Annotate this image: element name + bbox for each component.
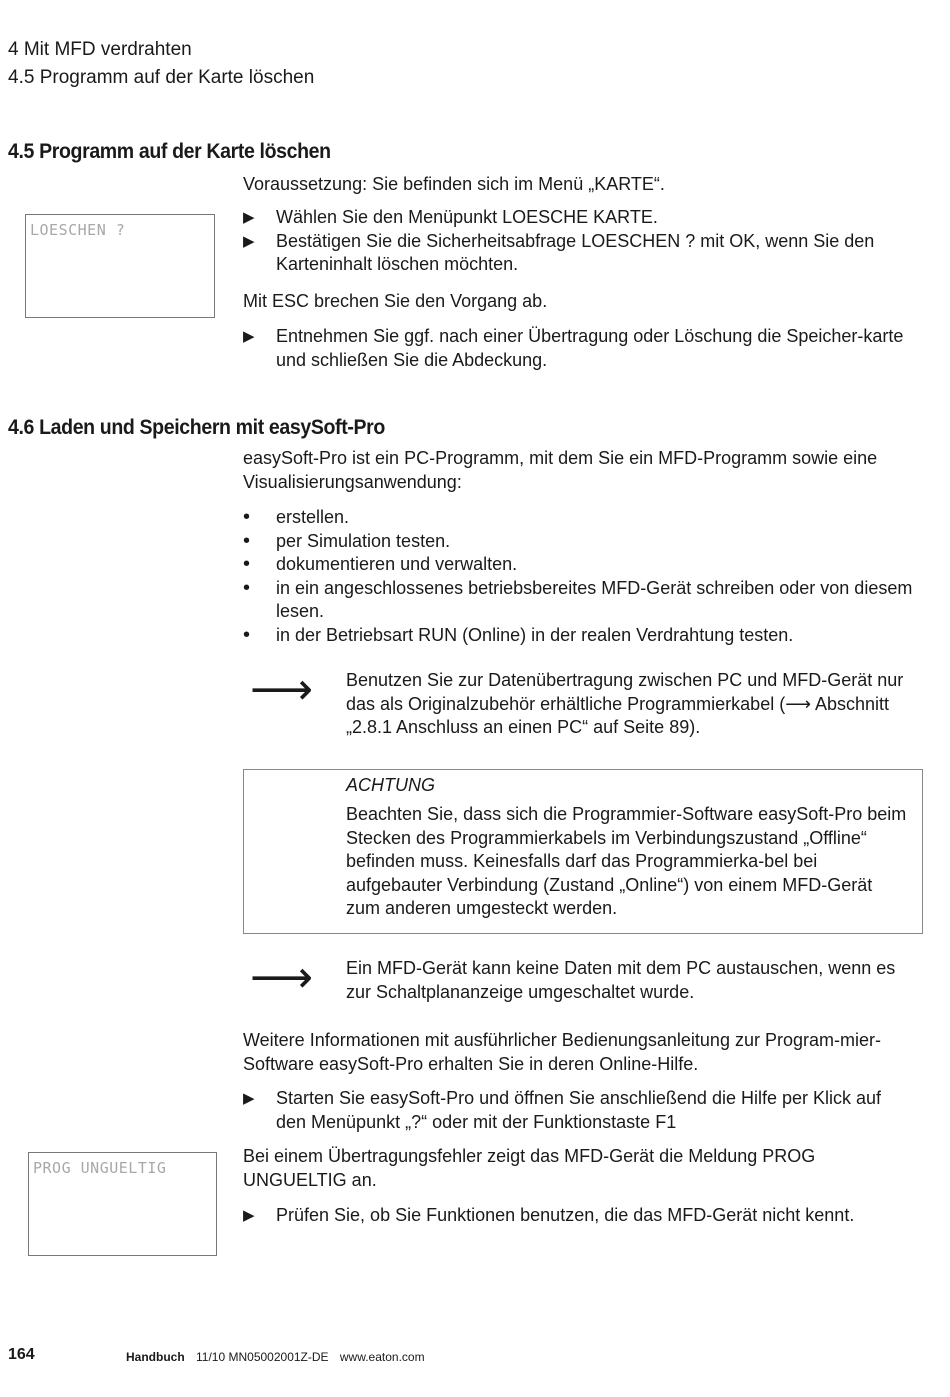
step-text: Prüfen Sie, ob Sie Funktionen benutzen, die das MFD-Gerät nicht kennt. — [276, 1205, 855, 1225]
list-item-text: in ein angeschlossenes betriebsbereites MFD-Gerät schreiben oder von diesem lesen. — [276, 577, 913, 622]
display-loeschen — [25, 214, 215, 318]
running-header-chapter: 4 Mit MFD verdrahten — [8, 39, 192, 60]
display-text: PROG UNGUELTIG — [33, 1159, 167, 1177]
note-schaltplan: Ein MFD-Gerät kann keine Daten mit dem PC austauschen, wenn es zur Schaltplananzeige umgeschaltet wurde. — [346, 958, 896, 1002]
steps-4-5 — [243, 206, 923, 277]
step-check — [243, 1204, 933, 1228]
triangle-right-icon: ▶ — [243, 328, 255, 345]
footer-doc-info: 11/10 MN05002001Z-DE — [196, 1350, 329, 1364]
step-item — [243, 1087, 923, 1134]
list-item — [243, 506, 923, 530]
error-intro: Bei einem Übertragungsfehler zeigt das MFD-Gerät die Meldung PROG UNGUELTIG an. — [243, 1146, 816, 1190]
list-item-text: erstellen. — [276, 507, 350, 527]
note-cable — [346, 669, 921, 740]
page-number: 164 — [8, 1346, 35, 1363]
step-text: Starten Sie easySoft-Pro und öffnen Sie anschließend die Hilfe per Klick auf den Menüpunkt „?“ oder mit der Funktionstaste F1 — [276, 1088, 882, 1132]
list-item-text: per Simulation testen. — [276, 530, 451, 551]
bullet-dot-icon: • — [243, 576, 251, 599]
triangle-right-icon: ▶ — [243, 209, 255, 226]
step-help — [243, 1087, 923, 1134]
footer-info — [126, 1350, 425, 1364]
step-text: Entnehmen Sie ggf. nach einer Übertragung oder Löschung die Speicher-karte und schließen Sie die Abdeckung. — [276, 326, 904, 370]
prerequisite-text: Voraussetzung: Sie befinden sich im Menü „KARTE“. — [243, 174, 665, 194]
feature-list — [243, 506, 923, 648]
step-text: Wählen Sie den Menüpunkt LOESCHE KARTE. — [276, 207, 658, 227]
step-item — [243, 1204, 933, 1228]
list-item-text: in der Betriebsart RUN (Online) in der realen Verdrahtung testen. — [276, 624, 794, 645]
easysoft-intro: easySoft-Pro ist ein PC-Programm, mit dem Sie ein MFD-Programm sowie eine Visualisierungsanwendung: — [243, 448, 878, 492]
caution-text: Beachten Sie, dass sich die Programmier-Software easySoft-Pro beim Stecken des Programmierkabels im Verbindungszustand „Offline“ befinden muss. Keinesfalls darf das Programmierka-bel bei aufgebauter Verbindung (Zustand „Online“) von einem MFD-Gerät zum anderen umgesteckt werden. — [346, 804, 907, 919]
step-item — [243, 230, 923, 277]
list-item — [243, 553, 923, 577]
step-item — [243, 325, 923, 372]
list-item — [243, 624, 923, 648]
section-reference-link[interactable]: Abschnitt „2.8.1 Anschluss an einen PC“ auf Seite 89). — [346, 693, 890, 738]
bullet-dot-icon: • — [243, 506, 251, 528]
bullet-dot-icon: • — [243, 553, 251, 576]
right-arrow-icon: ⟶ — [785, 693, 812, 714]
running-header-section: 4.5 Programm auf der Karte löschen — [8, 67, 315, 88]
list-item — [243, 577, 923, 624]
triangle-right-icon: ▶ — [243, 1207, 255, 1224]
triangle-right-icon: ▶ — [243, 1090, 255, 1107]
section-heading-4-5: 4.5 Programm auf der Karte löschen — [8, 140, 331, 163]
more-info-text: Weitere Informationen mit ausführlicher Bedienungsanleitung zur Program-mier-Software easySoft-Pro erhalten Sie in deren Online-Hilfe. — [243, 1030, 881, 1074]
final-step-4-5 — [243, 325, 923, 372]
step-text: Bestätigen Sie die Sicherheitsabfrage LOESCHEN ? mit OK, wenn Sie den Karteninhalt löschen möchten. — [276, 230, 875, 275]
triangle-right-icon: ▶ — [243, 232, 255, 250]
section-heading-4-6: 4.6 Laden und Speichern mit easySoft-Pro — [8, 416, 385, 439]
bullet-dot-icon: • — [243, 623, 251, 646]
step-item — [243, 206, 923, 230]
footer-doc: Handbuch — [126, 1350, 185, 1364]
footer-url[interactable]: www.eaton.com — [339, 1350, 425, 1364]
display-prog-ungueltig — [28, 1152, 217, 1256]
caution-title: ACHTUNG — [346, 775, 435, 795]
esc-note: Mit ESC brechen Sie den Vorgang ab. — [243, 291, 548, 311]
right-arrow-icon: ⟶ — [250, 952, 314, 1003]
display-text: LOESCHEN ? — [30, 221, 126, 239]
list-item-text: dokumentieren und verwalten. — [276, 554, 518, 575]
note-cable-text: Benutzen Sie zur Datenübertragung zwischen PC und MFD-Gerät nur das als Originalzubehör erhältliche Programmierkabel ( — [346, 670, 904, 714]
bullet-dot-icon: • — [243, 529, 251, 552]
right-arrow-icon: ⟶ — [250, 664, 314, 715]
list-item — [243, 530, 923, 554]
